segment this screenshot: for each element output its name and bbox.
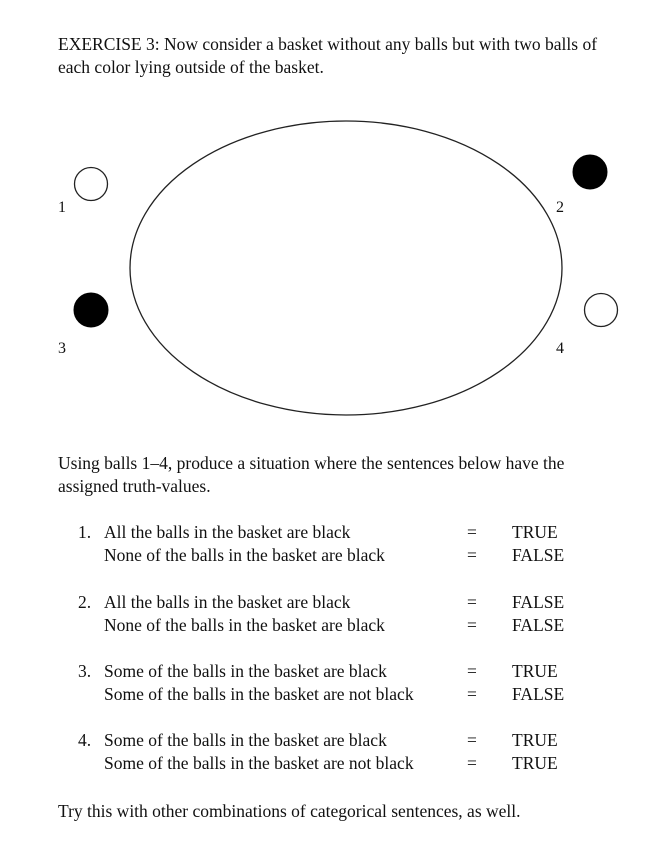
ball-2[interactable] (573, 155, 607, 189)
ball-4-label: 4 (556, 340, 564, 357)
truth-value: FALSE (512, 545, 565, 565)
sentence-row (0, 614, 666, 637)
sentence-text: None of the balls in the basket are black (104, 615, 385, 635)
footer-note: Try this with other combinations of categorical sentences, as well. (58, 801, 521, 821)
sentence-row (0, 729, 666, 752)
equals-sign: = (467, 661, 477, 681)
truth-value: FALSE (512, 684, 565, 704)
sentence-text: All the balls in the basket are black (104, 522, 351, 542)
exercise-number: 1. (78, 522, 92, 542)
equals-sign: = (467, 753, 477, 773)
sentence-text: None of the balls in the basket are black (104, 545, 385, 565)
exercise-number: 3. (78, 661, 92, 681)
sentence-text: Some of the balls in the basket are black (104, 661, 387, 681)
sentence-text: All the balls in the basket are black (104, 592, 351, 612)
equals-sign: = (467, 545, 477, 565)
sentence-row (0, 521, 666, 544)
truth-value: TRUE (512, 522, 558, 542)
basket-ellipse (130, 121, 562, 415)
truth-value: TRUE (512, 730, 558, 750)
sentence-text: Some of the balls in the basket are black (104, 730, 387, 750)
ball-3-label: 3 (58, 340, 66, 357)
truth-value: TRUE (512, 753, 558, 773)
sentence-row (0, 683, 666, 706)
sentence-text: Some of the balls in the basket are not black (104, 684, 414, 704)
ball-1[interactable] (75, 168, 108, 201)
instructions: Using balls 1–4, produce a situation where the sentences below have the assigned truth-values. (58, 453, 565, 496)
exercise-number: 4. (78, 730, 92, 750)
sentence-row (0, 591, 666, 614)
sentence-row (0, 660, 666, 683)
equals-sign: = (467, 684, 477, 704)
exercise-item-4 (0, 729, 666, 775)
equals-sign: = (467, 522, 477, 542)
equals-sign: = (467, 615, 477, 635)
sentence-row (0, 544, 666, 567)
ball-4[interactable] (585, 294, 618, 327)
truth-value: TRUE (512, 661, 558, 681)
ball-2-label: 2 (556, 199, 564, 216)
exercise-item-1 (0, 521, 666, 567)
exercise-intro: EXERCISE 3: Now consider a basket without any balls but with two balls of each color lying outside of the basket. (58, 34, 598, 77)
exercise-item-3 (0, 660, 666, 706)
equals-sign: = (467, 592, 477, 612)
sentence-text: Some of the balls in the basket are not black (104, 753, 414, 773)
truth-value: FALSE (512, 592, 565, 612)
ball-3[interactable] (74, 293, 108, 327)
truth-value: FALSE (512, 615, 565, 635)
ball-1-label: 1 (58, 199, 66, 216)
exercise-number: 2. (78, 592, 92, 612)
sentence-row (0, 752, 666, 775)
equals-sign: = (467, 730, 477, 750)
exercise-item-2 (0, 591, 666, 637)
